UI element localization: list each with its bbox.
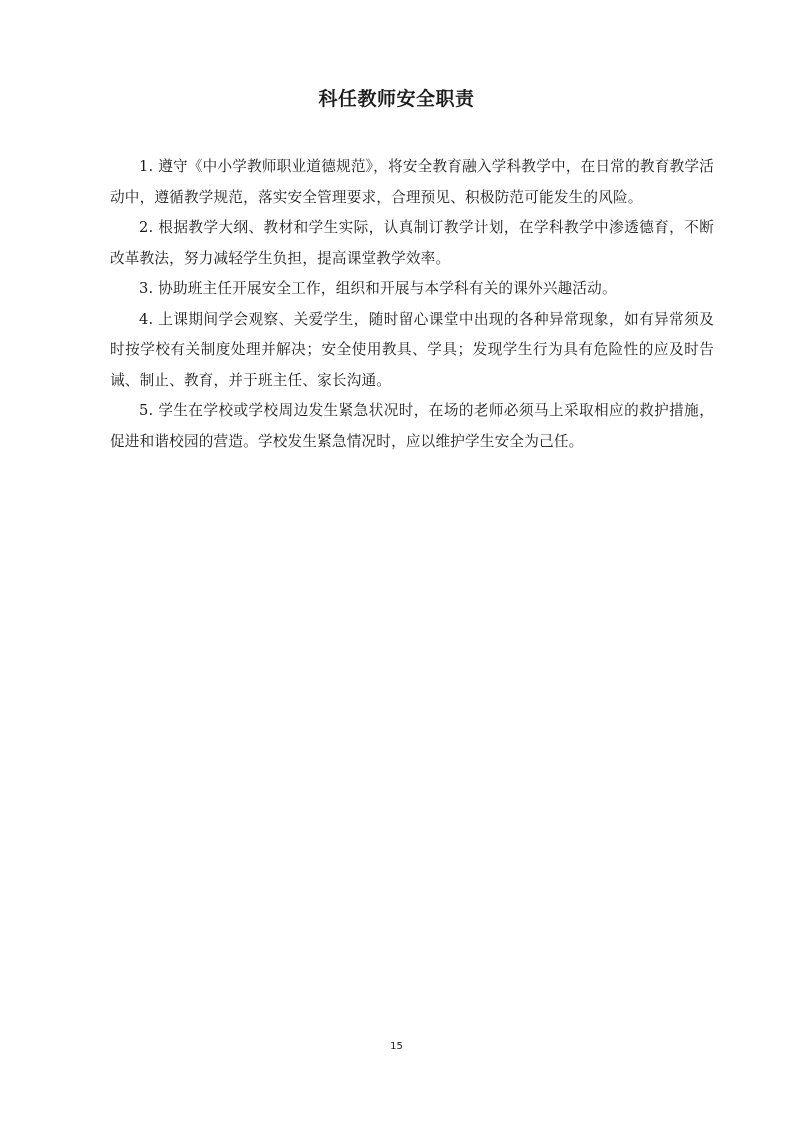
paragraph-2: 2. 根据教学大纲、教材和学生实际，认真制订教学计划，在学科教学中渗透德育，不断改革教法，努力减轻学生负担，提高课堂教学效率。 [110, 219, 714, 267]
paragraph-5: 5. 学生在学校或学校周边发生紧急状况时，在场的老师必须马上采取相应的救护措施，促进和谐校园的营造。学校发生紧急情况时，应以维护学生安全为己任。 [110, 402, 714, 450]
paragraph-1: 1. 遵守《中小学教师职业道德规范》，将安全教育融入学科教学中，在日常的教育教学活动中，遵循教学规范，落实安全管理要求，合理预见、积极防范可能发生的风险。 [110, 158, 714, 206]
page-number: 15 [390, 1041, 403, 1052]
document-body [110, 152, 714, 457]
paragraph-3: 3. 协助班主任开展安全工作，组织和开展与本学科有关的课外兴趣活动。 [139, 280, 617, 297]
paragraph-4: 4. 上课期间学会观察、关爱学生，随时留心课堂中出现的各种异常现象，如有异常须及时按学校有关制度处理并解决；安全使用教具、学具；发现学生行为具有危险性的应及时告诫、制止、教育，并于班主任、家长沟通。 [110, 310, 714, 389]
page-title: 科任教师安全职责 [318, 88, 475, 110]
